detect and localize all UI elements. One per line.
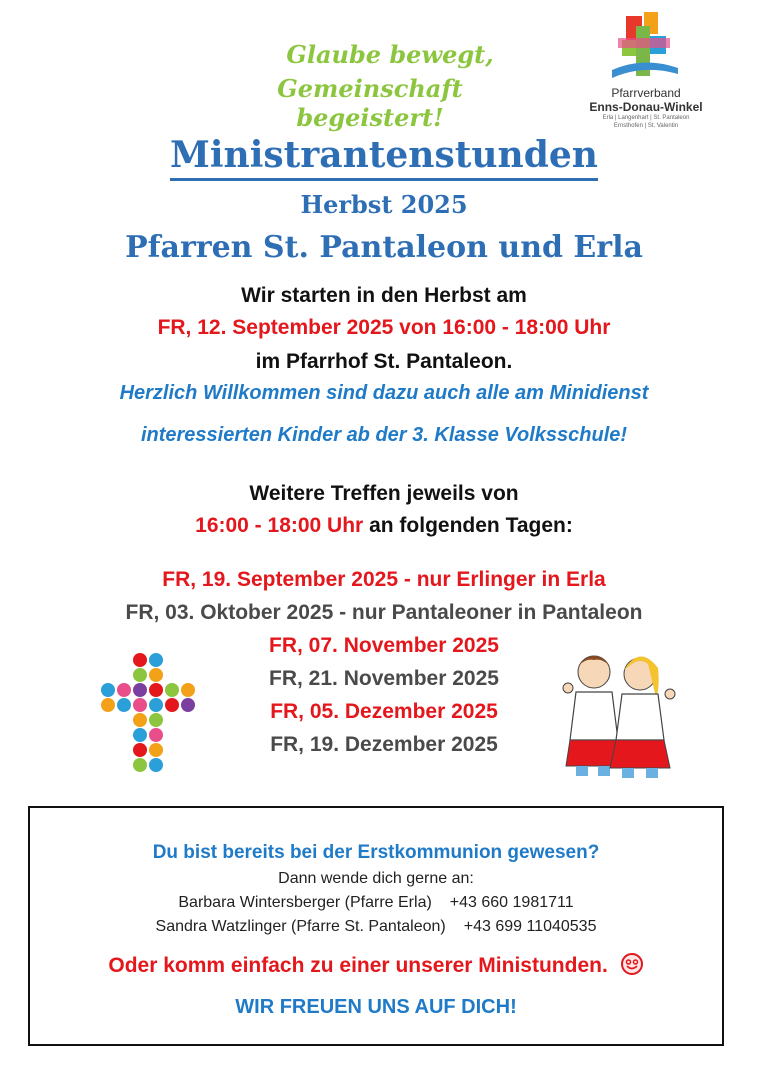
welcome-line2: interessierten Kinder ab der 3. Klasse Volksschule! <box>140 424 628 446</box>
contact-name: Sandra Watzlinger (Pfarre St. Pantaleon) <box>155 918 446 935</box>
further-time: 16:00 - 18:00 Uhr <box>195 514 364 537</box>
contact-person <box>30 894 722 912</box>
logo-parishes-line1: Erla | Langenhart | St. Pantaleon <box>602 115 690 121</box>
contact-question: Du bist bereits bei der Erstkommunion gewesen? <box>152 842 600 863</box>
date-item: FR, 05. Dezember 2025 <box>270 700 498 723</box>
contact-person <box>30 918 722 936</box>
date-item: FR, 19. Dezember 2025 <box>270 733 498 756</box>
smiley-icon <box>620 952 644 976</box>
date-item: FR, 03. Oktober 2025 - nur Pantaleoner in Pantaleon <box>125 601 643 624</box>
handprint-cross-icon <box>100 650 200 778</box>
slogan-line2: Gemeinschaft begeistert! <box>277 74 463 132</box>
contact-name: Barbara Wintersberger (Pfarre Erla) <box>178 894 432 911</box>
season-heading: Herbst 2025 <box>300 190 468 219</box>
contact-prompt: Dann wende dich gerne an: <box>278 870 474 887</box>
date-item: FR, 07. November 2025 <box>269 634 499 657</box>
parish-logo-text <box>576 86 716 130</box>
contact-box <box>28 806 724 1046</box>
welcome-line1: Herzlich Willkommen sind dazu auch alle am Minidienst <box>119 382 649 404</box>
further-line: Weitere Treffen jeweils von <box>249 482 519 505</box>
start-date: FR, 12. September 2025 von 16:00 - 18:00 Uhr <box>157 316 611 339</box>
altar-servers-illustration <box>552 644 684 786</box>
slogan-line1: Glaube bewegt, <box>286 40 494 69</box>
further-rest: an folgenden Tagen: <box>363 514 573 537</box>
date-item: FR, 21. November 2025 <box>269 667 499 690</box>
logo-name-line2: Enns-Donau-Winkel <box>589 100 703 114</box>
start-place: im Pfarrhof St. Pantaleon. <box>255 350 513 373</box>
logo-name-line1: Pfarrverband <box>611 86 681 100</box>
invite-text: Oder komm einfach zu einer unserer Ministunden. <box>108 954 608 977</box>
parish-logo-icon <box>608 8 680 88</box>
parishes-heading: Pfarren St. Pantaleon und Erla <box>125 230 643 265</box>
closing-line: WIR FREUEN UNS AUF DICH! <box>235 996 517 1018</box>
contact-phone: +43 699 11040535 <box>463 918 597 935</box>
intro-line: Wir starten in den Herbst am <box>241 284 527 307</box>
date-item: FR, 19. September 2025 - nur Erlinger in Erla <box>162 568 606 591</box>
invite-line <box>30 952 722 978</box>
further-time-line <box>0 514 768 538</box>
page-title-text: Ministrantenstunden <box>170 134 598 181</box>
contact-phone: +43 660 1981711 <box>449 894 574 911</box>
logo-parishes-line2: Ernsthofen | St. Valentin <box>613 123 679 129</box>
page-title <box>0 134 768 176</box>
